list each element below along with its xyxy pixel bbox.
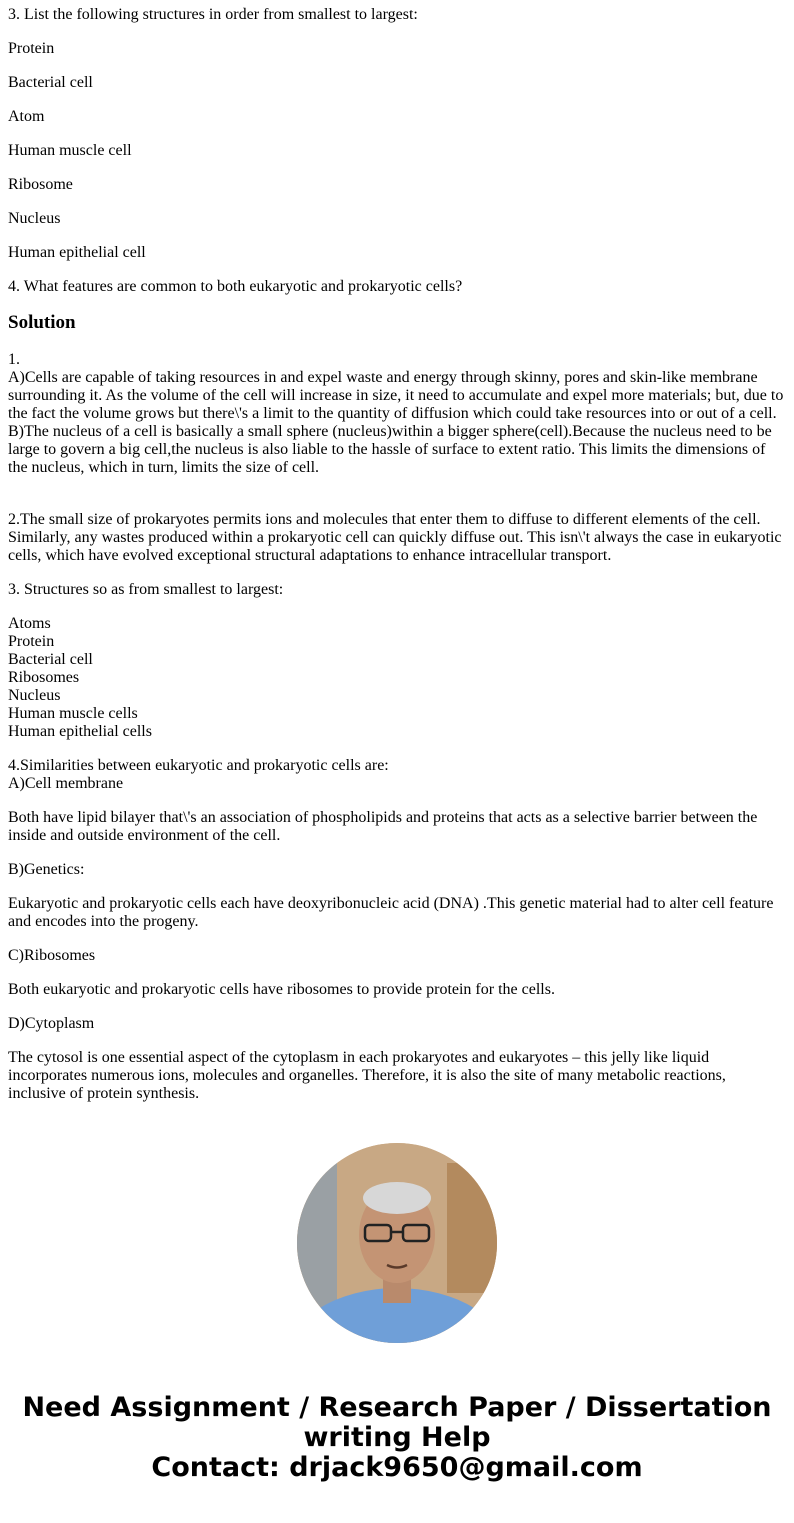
question-3-item: Human epithelial cell [8, 244, 146, 261]
answer-3-list [8, 615, 786, 741]
answer-4-header [8, 757, 786, 793]
answer-3-item: Bacterial cell [8, 651, 93, 668]
answer-4-a-title: A)Cell membrane [8, 775, 124, 792]
author-avatar [297, 1143, 497, 1343]
answer-3-item: Protein [8, 633, 55, 650]
answer-1 [8, 351, 786, 495]
answer-4-c-title: C)Ribosomes [8, 947, 96, 964]
answer-3-item: Atoms [8, 615, 51, 632]
answer-4-a-text: Both have lipid bilayer that\'s an association of phospholipids and proteins that acts as a selective barrier between the inside and outside environment of the cell. [8, 809, 758, 844]
answer-4-d-title: D)Cytoplasm [8, 1015, 95, 1032]
answer-2: 2.The small size of prokaryotes permits ions and molecules that enter them to diffuse to different elements of the cell. Similarly, any wastes produced within a prokaryotic cell can quickly diffuse out. This isn\'t always the case in eukaryotic cells, which have evolved exceptional structural adaptations to enhance intracellular transport. [8, 511, 782, 564]
answer-3-intro: 3. Structures so as from smallest to largest: [8, 581, 284, 598]
answer-3-item: Nucleus [8, 687, 61, 704]
author-portrait-illustration [297, 1143, 497, 1343]
solution-heading: Solution [8, 312, 76, 333]
author-photo-container [0, 1143, 794, 1343]
answer-4-d-text: The cytosol is one essential aspect of the cytoplasm in each prokaryotes and eukaryotes – this jelly like liquid incorporates numerous ions, molecules and organelles. Therefore, it is also the site of many metabolic reactions, inclusive of protein synthesis. [8, 1049, 726, 1102]
answer-4-intro: 4.Similarities between eukaryotic and prokaryotic cells are: [8, 757, 389, 774]
answer-3-item: Ribosomes [8, 669, 80, 686]
question-3-item: Human muscle cell [8, 142, 132, 159]
spacer [8, 477, 786, 495]
answer-4-b-text: Eukaryotic and prokaryotic cells each have deoxyribonucleic acid (DNA) .This genetic material had to alter cell feature and encodes into the progeny. [8, 895, 774, 930]
promo-contact: Contact: drjack9650@gmail.com [151, 1452, 643, 1483]
question-4-prompt: 4. What features are common to both eukaryotic and prokaryotic cells? [8, 278, 463, 295]
question-3-item: Ribosome [8, 176, 73, 193]
question-3-item: Nucleus [8, 210, 61, 227]
question-3-prompt: 3. List the following structures in order from smallest to largest: [8, 6, 418, 23]
question-3-item: Bacterial cell [8, 74, 93, 91]
question-3-item: Protein [8, 40, 55, 57]
answer-3-item: Human muscle cells [8, 705, 138, 722]
promo-headline: Need Assignment / Research Paper / Dissertation writing Help [22, 1392, 772, 1453]
answer-3-item: Human epithelial cells [8, 723, 152, 740]
answer-1-part-b: B)The nucleus of a cell is basically a small sphere (nucleus)within a bigger sphere(cell).Because the nucleus need to be large to govern a big cell,the nucleus is also liable to the hassle of surface to extent ratio. This limits the dimensions of the nucleus, which in turn, limits the size of cell. [8, 423, 772, 476]
question-3-item: Atom [8, 108, 45, 125]
answer-1-number: 1. [8, 351, 20, 368]
answer-1-part-a: A)Cells are capable of taking resources in and expel waste and energy through skinny, pores and skin-like membrane surrounding it. As the volume of the cell will increase in size, it need to accumulate and expel more materials; but, due to the fact the volume grows but there\'s a limit to the quantity of diffusion which could take resources into or out of a cell. [8, 369, 784, 422]
answer-4-c-text: Both eukaryotic and prokaryotic cells have ribosomes to provide protein for the cells. [8, 981, 555, 998]
answer-4-b-title: B)Genetics: [8, 861, 85, 878]
promo-banner [0, 1393, 794, 1483]
